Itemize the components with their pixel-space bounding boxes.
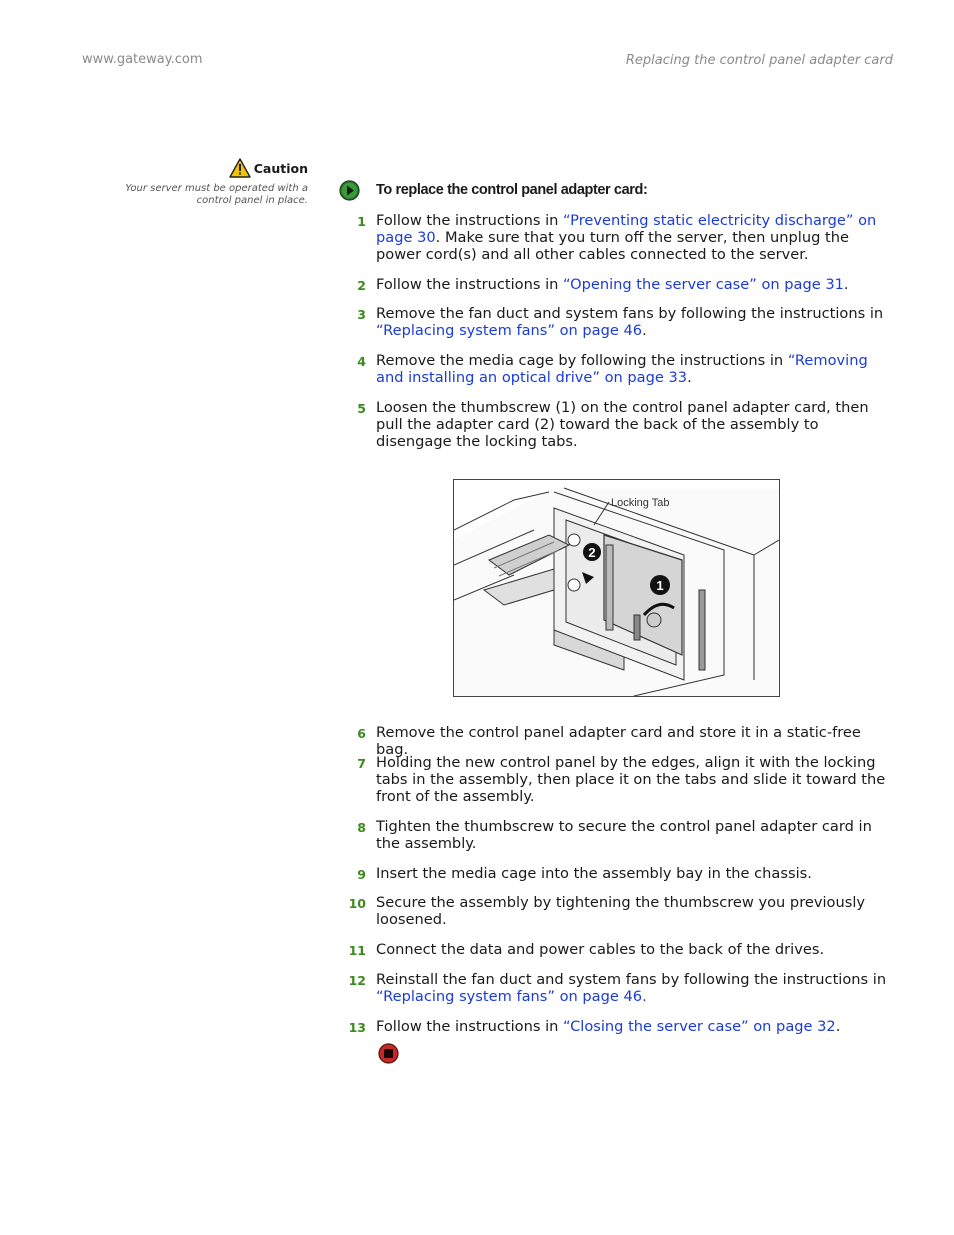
procedure-start-icon (339, 180, 360, 201)
procedure-step (357, 352, 896, 386)
step-number: 6 (357, 726, 366, 741)
step-text: Remove the control panel adapter card and store it in a static-free bag. (376, 724, 861, 758)
step-text: Connect the data and power cables to the back of the drives. (376, 941, 825, 958)
procedure-step (357, 399, 896, 450)
caution-note (108, 158, 308, 207)
step-text-end: . (843, 276, 849, 293)
procedure-step (357, 276, 896, 293)
step-text: Follow the instructions in (376, 212, 564, 229)
procedure-step (357, 818, 896, 852)
step-number: 5 (357, 401, 366, 416)
chassis-diagram (454, 480, 779, 696)
step-text: Follow the instructions in (376, 1018, 564, 1035)
step-number: 11 (348, 943, 366, 958)
procedure-step (348, 941, 896, 958)
step-cross-reference-link[interactable]: “Removing and installing an optical drive” on page 33 (376, 352, 868, 386)
step-text-end: . (642, 322, 647, 339)
step-text: Reinstall the fan duct and system fans by following the instructions in (376, 971, 887, 988)
locking-tab-label: Locking Tab (611, 497, 670, 509)
step-text-end: . Make sure that you turn off the server, then unplug the power cord(s) and all other cables connected to the server. (376, 229, 849, 263)
procedure-step (357, 724, 896, 758)
step-number: 7 (357, 756, 366, 771)
header-section-title: Replacing the control panel adapter card (625, 53, 893, 68)
step-text: Follow the instructions in (376, 276, 564, 293)
step-number: 8 (357, 820, 366, 835)
procedure-step (348, 971, 896, 1005)
step-number: 13 (348, 1020, 366, 1035)
header-site: www.gateway.com (82, 52, 203, 67)
step-text: Holding the new control panel by the edges, align it with the locking tabs in the assembly, then place it on the tabs and slide it toward the front of the assembly. (376, 754, 886, 805)
step-cross-reference-link[interactable]: “Opening the server case” on page 31 (563, 276, 844, 293)
svg-text:1: 1 (656, 578, 664, 593)
step-cross-reference-link[interactable]: “Replacing system fans” on page 46. (376, 988, 647, 1005)
step-number: 9 (357, 867, 366, 882)
procedure-step (348, 1018, 896, 1035)
procedure-step (357, 212, 896, 263)
step-number: 2 (357, 278, 366, 293)
step-cross-reference-link[interactable]: “Closing the server case” on page 32 (563, 1018, 836, 1035)
step-cross-reference-link[interactable]: “Preventing static electricity discharge” on page 30 (376, 212, 877, 246)
callout-1-icon (650, 575, 670, 595)
procedure-title: To replace the control panel adapter card: (376, 182, 648, 198)
step-text: Loosen the thumbscrew (1) on the control panel adapter card, then pull the adapter card (2) toward the back of the assembly to disengage the locking tabs. (376, 399, 869, 450)
step-number: 3 (357, 307, 366, 322)
procedure-step (348, 894, 896, 928)
callout-2-icon (583, 543, 601, 561)
step-text-end: . (835, 1018, 841, 1035)
procedure-step (357, 754, 896, 805)
step-number: 10 (348, 896, 366, 911)
caution-text: Your server must be operated with a control panel in place. (125, 183, 308, 206)
step-text: Tighten the thumbscrew to secure the control panel adapter card in the assembly. (376, 818, 872, 852)
step-number: 4 (357, 354, 366, 369)
caution-title: Caution (253, 160, 308, 176)
procedure-step (357, 865, 896, 882)
step-cross-reference-link[interactable]: “Replacing system fans” on page 46 (376, 322, 643, 339)
svg-text:2: 2 (588, 545, 596, 560)
step-text: Remove the media cage by following the instructions in (376, 352, 788, 369)
step-text: Remove the fan duct and system fans by following the instructions in (376, 305, 884, 322)
step-text: Secure the assembly by tightening the thumbscrew you previously loosened. (376, 894, 866, 928)
step-text: Insert the media cage into the assembly bay in the chassis. (376, 865, 812, 882)
step-number: 12 (348, 973, 366, 988)
step-text-end: . (687, 369, 692, 386)
step-number: 1 (357, 214, 366, 229)
control-panel-card-illustration (453, 479, 780, 697)
warning-icon (229, 158, 251, 178)
procedure-step (357, 305, 896, 339)
procedure-end-icon (378, 1043, 399, 1064)
